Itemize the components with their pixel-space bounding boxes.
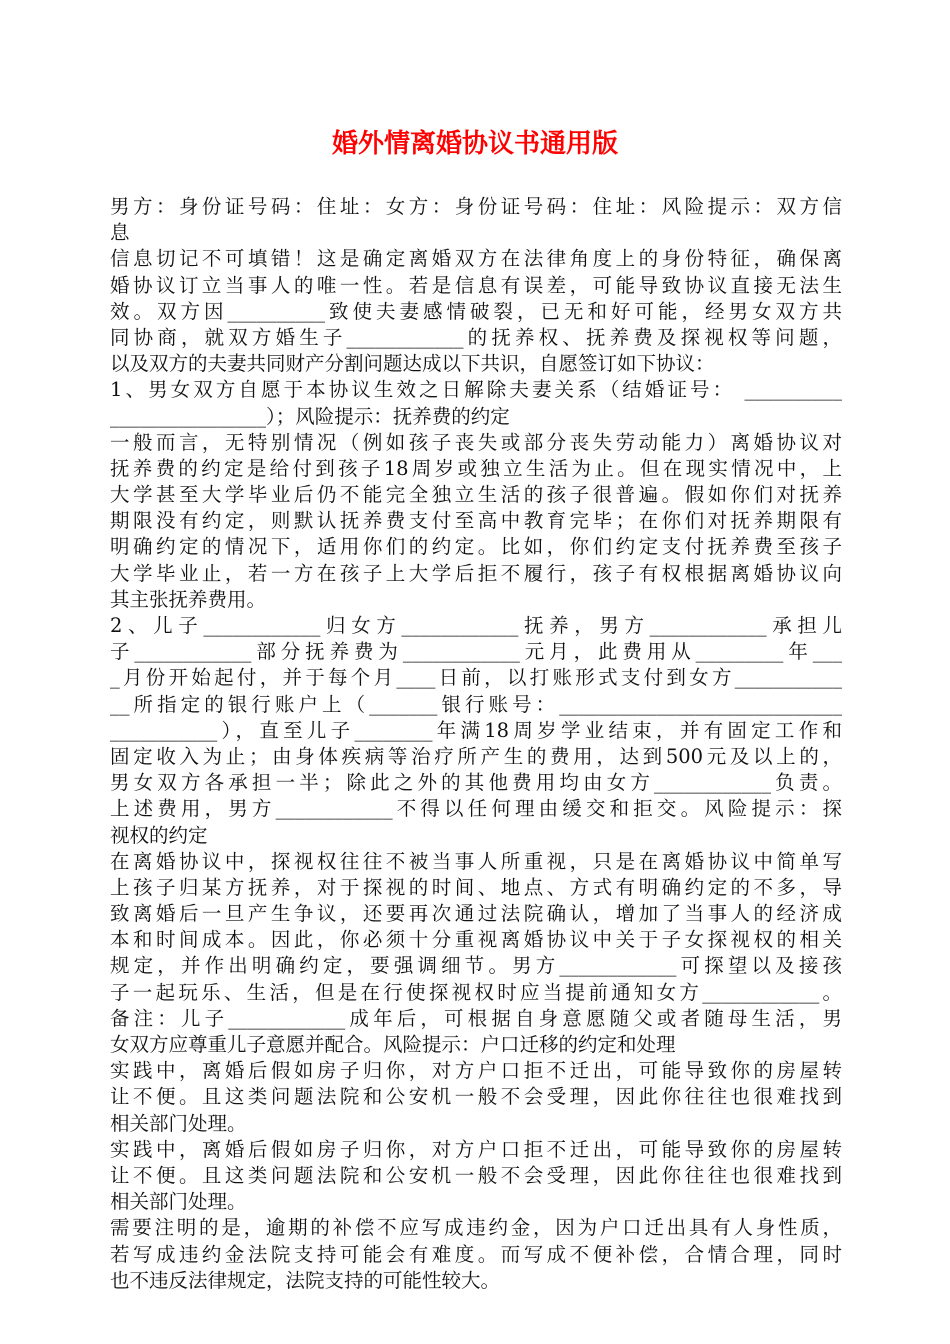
text-line: 相关部门处理。	[110, 1190, 247, 1214]
text-line: 子____________部分抚养费为____________元月，此费用从_________年___	[110, 640, 842, 664]
text-line: 若写成违约金法院支持可能会有难度。而写成不便补偿，合情合理，同时	[110, 1242, 842, 1266]
text-line: 规定，并作出明确约定，要强调细节。男方____________可探望以及接孩	[110, 954, 842, 978]
text-line: 需要注明的是，逾期的补偿不应写成违约金，因为户口迁出具有人身性质，	[110, 1216, 842, 1240]
text-line: 大学甚至大学毕业后仍不能完全独立生活的孩子很普遍。假如你们对抚养	[110, 483, 842, 507]
text-line: _月份开始起付，并于每个月____日前，以打账形式支付到女方___________	[110, 666, 842, 690]
text-line: 1、男女双方自愿于本协议生效之日解除夫妻关系（结婚证号： __________	[110, 378, 842, 402]
text-line: 视权的约定	[110, 823, 208, 847]
text-line: 信息切记不可填错！这是确定离婚双方在法律角度上的身份特征，确保离	[110, 247, 842, 271]
text-line: 备注：儿子____________成年后，可根据自身意愿随父或者随母生活，男	[110, 1006, 842, 1030]
text-line: 抚养费的约定是给付到孩子18周岁或独立生活为止。但在现实情况中，上	[110, 456, 842, 480]
document-title: 婚外情离婚协议书通用版	[331, 129, 618, 159]
text-line: 效。双方因__________致使夫妻感情破裂，已无和好可能，经男女双方共	[110, 299, 842, 323]
text-line: 实践中，离婚后假如房子归你，对方户口拒不迁出，可能导致你的房屋转	[110, 1137, 842, 1161]
text-line: 以及双方的夫妻共同财产分割问题达成以下共识，自愿签订如下协议：	[110, 352, 715, 376]
text-line: 让不便。且这类问题法院和公安机一般不会受理，因此你往往也很难找到	[110, 1085, 842, 1109]
text-line: 子一起玩乐、生活，但是在行使探视权时应当提前通知女方____________。	[110, 980, 842, 1004]
text-line: 一般而言，无特别情况（例如孩子丧失或部分丧失劳动能力）离婚协议对	[110, 430, 842, 454]
text-line: 上述费用，男方____________不得以任何理由缓交和拒交。风险提示：探	[110, 797, 842, 821]
text-line: 息	[110, 221, 130, 245]
text-line: 男女双方各承担一半；除此之外的其他费用均由女方____________负责。	[110, 771, 842, 795]
text-line: 婚协议订立当事人的唯一性。若是信息有误差，可能导致协议直接无法生	[110, 273, 842, 297]
text-line: 2、儿子____________归女方____________抚养，男方____________承担儿	[110, 614, 842, 637]
text-line: 致离婚后一旦产生争议，还要再次通过法院确认，增加了当事人的经济成	[110, 902, 842, 926]
text-line: 期限没有约定，则默认抚养费支付至高中教育完毕；在你们对抚养期限有	[110, 509, 842, 533]
text-line: 大学毕业止，若一方在孩子上大学后拒不履行，孩子有权根据离婚协议向	[110, 561, 842, 585]
text-line: 同协商，就双方婚生子____________的抚养权、抚养费及探视权等问题，	[110, 325, 842, 349]
text-line: 实践中，离婚后假如房子归你，对方户口拒不迁出，可能导致你的房屋转	[110, 1059, 842, 1083]
text-line: 固定收入为止；由身体疾病等治疗所产生的费用，达到500元及以上的，	[110, 744, 842, 768]
text-line: ___________），直至儿子________年满18周岁学业结束，并有固定工作和	[110, 718, 842, 742]
text-line: 也不违反法律规定，法院支持的可能性较大。	[110, 1268, 501, 1292]
text-line: 男方：身份证号码：住址：女方：身份证号码：住址：风险提示：双方信	[110, 195, 842, 218]
text-line: 本和时间成本。因此，你必须十分重视离婚协议中关于子女探视权的相关	[110, 928, 842, 952]
text-line: 女双方应尊重儿子意愿并配合。风险提示：户口迁移的约定和处理	[110, 1033, 676, 1056]
text-line: __所指定的银行账户上（_______银行账号：_____________________________	[110, 692, 842, 716]
document-body	[110, 194, 842, 1294]
text-line: 在离婚协议中，探视权往往不被当事人所重视，只是在离婚协议中简单写	[110, 849, 842, 873]
text-line: 上孩子归某方抚养，对于探视的时间、地点、方式有明确约定的不多，导	[110, 875, 842, 899]
text-line: 让不便。且这类问题法院和公安机一般不会受理，因此你往往也很难找到	[110, 1163, 842, 1187]
text-line: 其主张抚养费用。	[110, 587, 267, 611]
text-line: ________________）；风险提示：抚养费的约定	[110, 404, 510, 428]
text-line: 明确约定的情况下，适用你们的约定。比如，你们约定支付抚养费至孩子	[110, 535, 842, 559]
text-line: 相关部门处理。	[110, 1111, 247, 1135]
